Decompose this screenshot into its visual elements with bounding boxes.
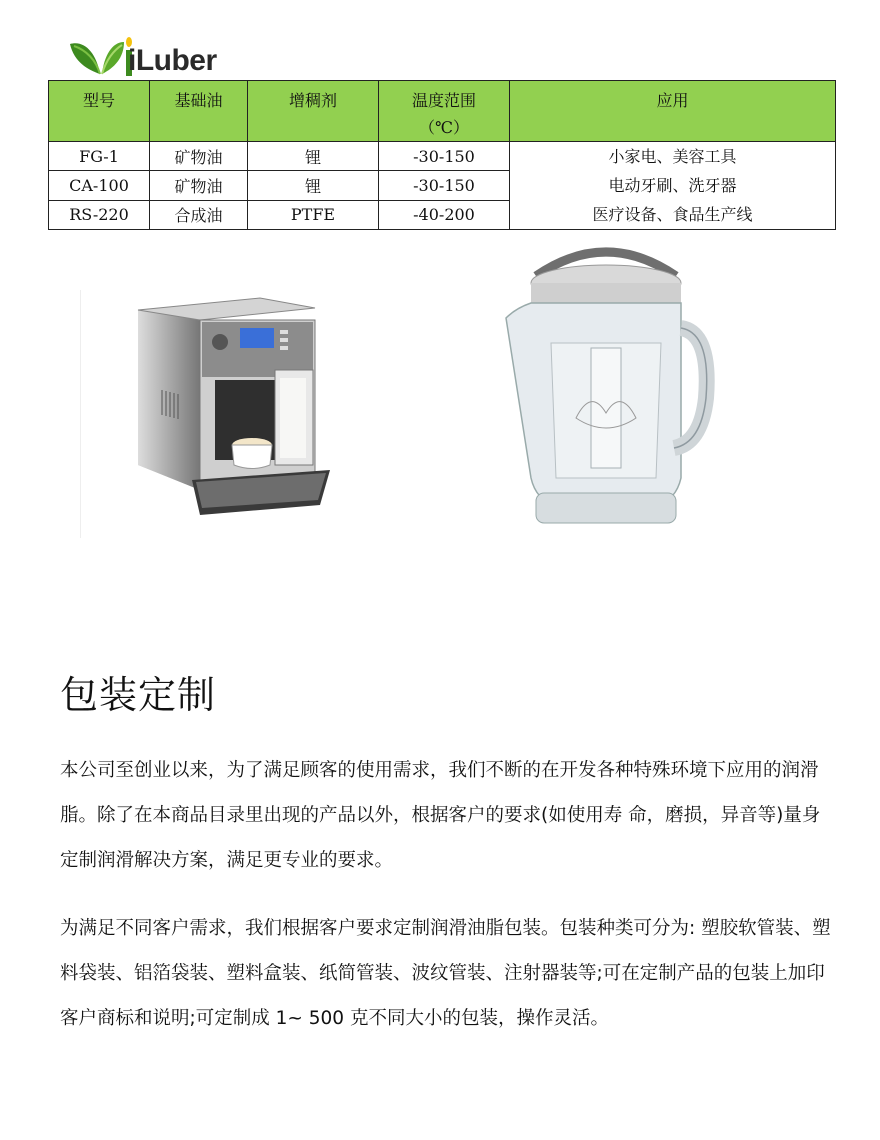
header-thickener: 增稠剂 [248,81,379,142]
paragraph-packaging: 为满足不同客户需求，我们根据客户要求定制润滑油脂包装。包装种类可分为: 塑胶软管装、塑料袋装、铝箔袋装、塑料盒装、纸简管装、波纹管装、注射器装等;可在定制产品的包装上加印客户商标和说明;可定制成 1~ 500 克不同大小的包装，操作灵活。 [60,918,831,1029]
header-application: 应用 [510,81,836,142]
header-base-oil: 基础油 [150,81,248,142]
cell-thickener: PTFE [248,200,379,229]
header-model: 型号 [49,81,150,142]
cell-base-oil: 合成油 [150,200,248,229]
spec-table [48,80,836,230]
cell-temp: -40-200 [379,200,510,229]
table-row [49,142,836,171]
application-line: 小家电、美容工具 [608,147,737,166]
cell-thickener: 锂 [248,171,379,200]
application-line: 医疗设备、食品生产线 [592,205,753,224]
brand-logo [66,30,246,80]
application-line: 电动牙刷、洗牙器 [608,176,737,195]
cell-temp: -30-150 [379,171,510,200]
header-temp-range: 温度范围 （℃） [379,81,510,142]
cell-model: CA-100 [49,171,150,200]
cell-model: FG-1 [49,142,150,171]
cell-applications [510,142,836,230]
section-title: 包装定制 [60,673,217,717]
paragraph-intro: 本公司至创业以来，为了满足顾客的使用需求，我们不断的在开发各种特殊环境下应用的润滑脂。除了在本商品目录里出现的产品以外，根据客户的要求(如使用寿 命，磨损，异音等)量身定制润滑解决方案，满足更专业的要求。 [60,760,821,871]
cell-temp: -30-150 [379,142,510,171]
blender-jug-image [496,238,716,530]
coffee-machine-image [80,290,360,538]
cell-model: RS-220 [49,200,150,229]
leaf-icon [66,30,136,80]
logo-text: iLuber [128,44,217,77]
cell-base-oil: 矿物油 [150,171,248,200]
table-header-row [49,81,836,142]
cell-thickener: 锂 [248,142,379,171]
cell-base-oil: 矿物油 [150,142,248,171]
